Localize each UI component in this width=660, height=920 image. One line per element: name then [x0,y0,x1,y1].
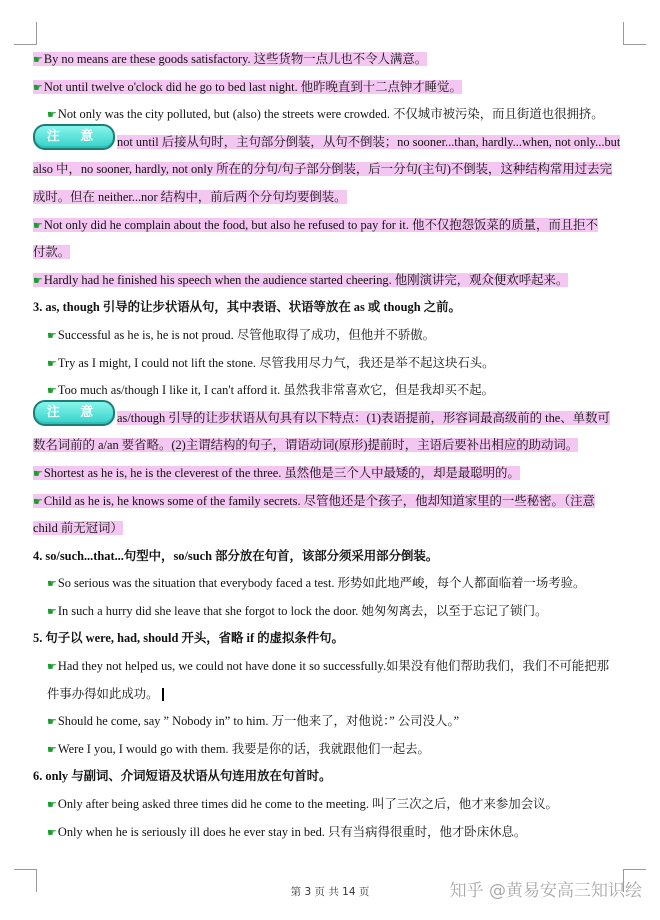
hand-pointer-icon: ☛ [33,273,43,287]
text-cursor [162,688,164,701]
example-line: child 前无冠词） [33,521,123,536]
section-heading: 6. only 与副词、介词短语及状语从句连用放在句首时。 [33,769,332,784]
hand-pointer-icon: ☛ [47,577,57,591]
hand-pointer-icon: ☛ [33,53,43,66]
example-line: ☛Successful as he is, he is not proud. 尽管他取得了成功，但他并不骄傲。 [47,327,436,342]
section-heading: 3. as, though 引导的让步状语从句，其中表语、状语等放在 as 或 though 之前。 [33,300,461,315]
hand-pointer-icon: ☛ [47,604,57,618]
example-line: ☛Only after being asked three times did he come to the meeting. 叫了三次之后，他才来参加会议。 [47,797,558,812]
example-line: ☛In such a hurry did she leave that she forgot to lock the door. 她匆匆离去，以至于忘记了锁门。 [47,603,548,618]
example-line: ☛Had they not helped us, we could not have done it so successfully.如果没有他们帮助我们，我们不可能把那 [47,659,610,674]
document-body [33,46,623,846]
example-line: ☛Were I you, I would go with them. 我要是你的话，我就跟他们一起去。 [47,741,430,756]
note-badge: 注 意 [33,400,115,426]
hand-pointer-icon: ☛ [33,80,43,94]
example-line: ☛So serious was the situation that everybody faced a test. 形势如此地严峻，每个人都面临着一场考验。 [47,576,586,591]
hand-pointer-icon: ☛ [47,715,57,729]
note-line: 成时。但在 neither...nor 结构中，前后两个分句均要倒装。 [33,189,347,204]
corner-mark-top-left [14,22,37,45]
note-line: 数名词前的 a/an 要省略。(2)主谓结构的句子，谓语动词(原形)提前时，主语后要补出相应的助动词。 [33,438,579,453]
example-line: ☛Not only was the city polluted, but (also) the streets were crowded. 不仅城市被污染，而且街道也很拥挤。 [47,107,604,122]
hand-pointer-icon: ☛ [47,328,57,342]
example-line: ☛By no means are these goods satisfactory. 这些货物一点儿也不令人满意。 [33,52,428,66]
page-footer: 第 3 页 共 14 页 [290,886,370,898]
corner-mark-top-right [623,22,646,45]
note-paragraph: 注 意 not until 后接从句时，主句部分倒装，从句不倒装；no sooner...than, hardly...when, not only...but [33,129,623,157]
hand-pointer-icon: ☛ [47,384,57,398]
watermark: 知乎 @黄易安高三知识绘 [449,881,642,901]
hand-pointer-icon: ☛ [33,218,43,232]
hand-pointer-icon: ☛ [47,825,57,839]
example-line: ☛Should he come, say ” Nobody in” to him. 万一他来了，对他说：” 公司没人。” [47,714,460,729]
section-heading: 5. 句子以 were, had, should 开头，省略 if 的虚拟条件句。 [33,631,344,646]
example-line: ☛Try as I might, I could not lift the stone. 尽管我用尽力气，我还是举不起这块石头。 [47,355,495,370]
hand-pointer-icon: ☛ [47,660,57,674]
example-line: ☛Child as he is, he knows some of the family secrets. 尽管他还是个孩子，他却知道家里的一些秘密。（注意 [33,493,595,508]
hand-pointer-icon: ☛ [47,798,57,812]
example-line: 件事办得如此成功。 [33,681,623,709]
example-line: ☛Shortest as he is, he is the cleverest of the three. 虽然他是三个人中最矮的，却是最聪明的。 [33,465,520,480]
note-badge: 注 意 [33,124,115,150]
note-paragraph: 注 意 as/though 引导的让步状语从句具有以下特点：(1)表语提前，形容词最高级前的 the、单数可 [33,405,623,433]
hand-pointer-icon: ☛ [47,742,57,756]
example-line: ☛Not until twelve o'clock did he go to bed last night. 他昨晚直到十二点钟才睡觉。 [33,79,462,94]
example-line: ☛Hardly had he finished his speech when the audience started cheering. 他刚演讲完，观众便欢呼起来。 [33,272,569,287]
example-line: ☛Too much as/though I like it, I can't afford it. 虽然我非常喜欢它，但是我却买不起。 [47,383,495,398]
example-line: ☛Not only did he complain about the food, but also he refused to pay for it. 他不仅抱怨饭菜的质量，而且拒不 [33,217,598,232]
example-line: ☛Only when he is seriously ill does he ever stay in bed. 只有当病得很重时，他才卧床休息。 [47,824,527,839]
hand-pointer-icon: ☛ [47,108,57,122]
note-line: also 中，no sooner, hardly, not only 所在的分句/句子部分倒装，后一分句(主句)不倒装，这种结构常用过去完 [33,162,612,177]
example-line: 付款。 [33,245,71,260]
section-heading: 4. so/such...that...句型中，so/such 部分放在句首，该部分须采用部分倒装。 [33,548,439,563]
hand-pointer-icon: ☛ [33,494,43,508]
hand-pointer-icon: ☛ [33,466,43,480]
hand-pointer-icon: ☛ [47,356,57,370]
